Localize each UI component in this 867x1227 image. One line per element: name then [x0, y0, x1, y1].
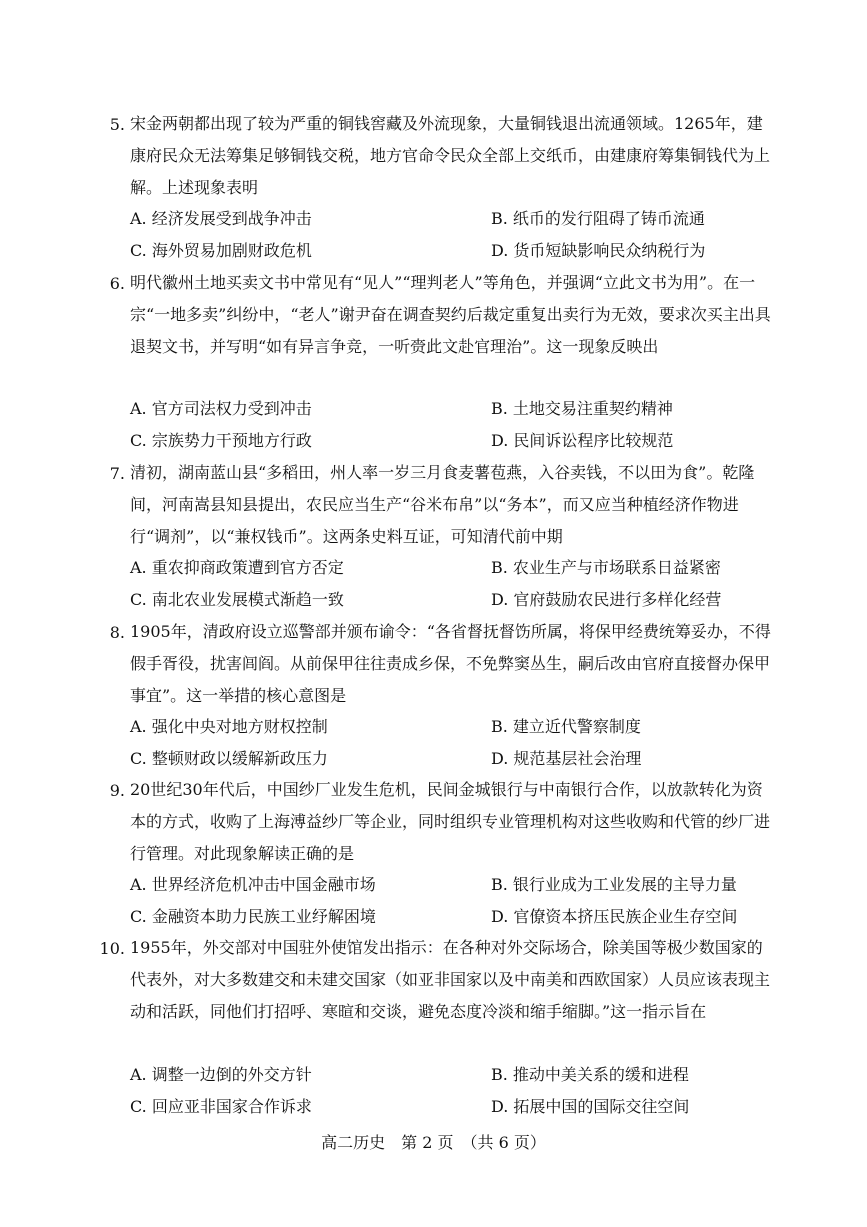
option-a: A. 调整一边倒的外交方针: [130, 1065, 312, 1084]
option-c: C. 回应亚非国家合作诉求: [130, 1097, 312, 1116]
question-number: 9.: [109, 781, 125, 800]
option-b: B. 推动中美关系的缓和进程: [491, 1065, 689, 1084]
question-stem: 1905年，清政府设立巡警部并颁布谕令：“各省督抚督饬所属，将保甲经费统筹妥办，不得假手胥役，扰害闾阎。从前保甲往往责成乡保，不免弊窦丛生，嗣后改由官府直接督办保甲事宜”。这一举措的核心意图是: [130, 622, 771, 705]
option-b: B. 土地交易注重契约精神: [491, 399, 673, 418]
option-d: D. 官府鼓励农民进行多样化经营: [491, 590, 722, 609]
question-stem: 清初，湖南蓝山县“多稻田，州人率一岁三月食麦薯苞燕，入谷卖钱，不以田为食”。乾隆间，河南嵩县知县提出，农民应当生产“谷米布帛”以“务本”，而又应当种植经济作物进行“调剂”，以“兼权钱币”。这两条史料互证，可知清代前中期: [130, 463, 755, 546]
question-number: 6.: [109, 274, 125, 293]
question-number: 5.: [109, 115, 125, 134]
option-c: C. 南北农业发展模式渐趋一致: [130, 590, 344, 609]
option-d: D. 货币短缺影响民众纳税行为: [491, 241, 706, 260]
option-c: C. 宗族势力干预地方行政: [130, 431, 312, 450]
option-a: A. 官方司法权力受到冲击: [130, 399, 312, 418]
question-stem: 明代徽州土地买卖文书中常见有“见人”“理判老人”等角色，并强调“立此文书为用”。在一宗“一地多卖”纠纷中，“老人”谢尹奋在调查契约后裁定重复出卖行为无效，要求次买主出具退契文书，并写明“如有异言争竞，一听赍此文赴官理治”。这一现象反映出: [130, 273, 771, 356]
option-b: B. 农业生产与市场联系日益紧密: [491, 558, 721, 577]
question-number: 7.: [109, 464, 125, 483]
option-d: D. 拓展中国的国际交往空间: [491, 1097, 690, 1116]
question-stem: 宋金两朝都出现了较为严重的铜钱窖藏及外流现象，大量铜钱退出流通领域。1265年，建康府民众无法筹集足够铜钱交税，地方官命令民众全部上交纸币，由建康府筹集铜钱代为上解。上述现象表明: [130, 114, 771, 197]
option-c: C. 海外贸易加剧财政危机: [130, 241, 312, 260]
question-number: 10.: [99, 939, 125, 958]
question-number: 8.: [109, 623, 125, 642]
question-stem: 20世纪30年代后，中国纱厂业发生危机，民间金城银行与中南银行合作，以放款转化为资本的方式，收购了上海溥益纱厂等企业，同时组织专业管理机构对这些收购和代管的纱厂进行管理。对此现象解读正确的是: [130, 780, 771, 863]
page-footer: 高二历史 第 2 页 （共 6 页）: [321, 1133, 546, 1152]
option-b: B. 纸币的发行阻碍了铸币流通: [491, 209, 705, 228]
option-b: B. 银行业成为工业发展的主导力量: [491, 875, 737, 894]
option-d: D. 民间诉讼程序比较规范: [491, 431, 674, 450]
option-d: D. 规范基层社会治理: [491, 749, 642, 768]
option-a: A. 强化中央对地方财权控制: [130, 717, 328, 736]
option-b: B. 建立近代警察制度: [491, 717, 641, 736]
option-c: C. 金融资本助力民族工业纾解困境: [130, 907, 376, 926]
option-a: A. 世界经济危机冲击中国金融市场: [130, 875, 376, 894]
question-stem: 1955年，外交部对中国驻外使馆发出指示：在各种对外交际场合，除美国等极少数国家的代表外，对大多数建交和未建交国家（如亚非国家以及中南美和西欧国家）人员应该表现主动和活跃，同他们打招呼、寒暄和交谈，避免态度冷淡和缩手缩脚。”这一指示旨在: [130, 938, 771, 1021]
option-d: D. 官僚资本挤压民族企业生存空间: [491, 907, 738, 926]
option-a: A. 重农抑商政策遭到官方否定: [130, 558, 344, 577]
option-a: A. 经济发展受到战争冲击: [130, 209, 312, 228]
option-c: C. 整顿财政以缓解新政压力: [130, 749, 328, 768]
